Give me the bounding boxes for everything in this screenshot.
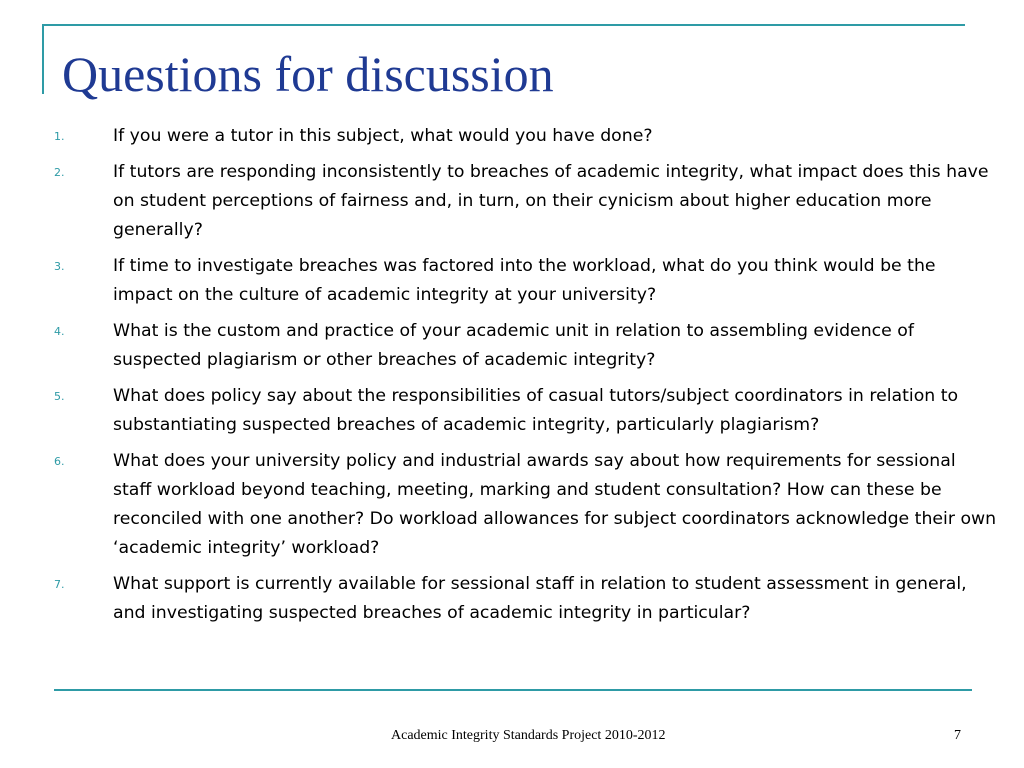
question-item-6 [54,447,999,563]
bottom-rule [54,689,972,691]
question-number: 5. [54,390,65,403]
question-number: 7. [54,578,65,591]
question-item-3 [54,252,999,310]
question-number: 3. [54,260,65,273]
page-number: 7 [954,728,961,743]
question-number: 2. [54,166,65,179]
question-number: 1. [54,130,65,143]
question-text: If time to investigate breaches was factored into the workload, what do you think would be the impact on the culture of academic integrity at your university? [113,256,936,305]
question-text: If tutors are responding inconsistently to breaches of academic integrity, what impact does this have on student perceptions of fairness and, in turn, on their cynicism about higher education more generally? [113,162,989,240]
top-rule [42,24,965,26]
footer-text: Academic Integrity Standards Project 2010-2012 [391,728,666,743]
left-rule [42,24,44,94]
slide-title: Questions for discussion [62,46,554,102]
question-text: What support is currently available for sessional staff in relation to student assessment in general, and investigating suspected breaches of academic integrity in particular? [113,574,967,623]
question-item-1 [54,122,999,151]
question-list [54,122,999,635]
question-item-4 [54,317,999,375]
question-number: 6. [54,455,65,468]
question-number: 4. [54,325,65,338]
question-text: If you were a tutor in this subject, what would you have done? [113,126,653,146]
question-text: What does your university policy and industrial awards say about how requirements for sessional staff workload beyond teaching, meeting, marking and student consultation? How can these be reconciled with one another? Do workload allowances for subject coordinators acknowledge their own ‘academic integrity’ workload? [113,451,997,558]
question-item-2 [54,158,999,245]
question-item-7 [54,570,999,628]
question-text: What is the custom and practice of your academic unit in relation to assembling evidence of suspected plagiarism or other breaches of academic integrity? [113,321,914,370]
question-item-5 [54,382,999,440]
question-text: What does policy say about the responsibilities of casual tutors/subject coordinators in relation to substantiating suspected breaches of academic integrity, particularly plagiarism? [113,386,959,435]
